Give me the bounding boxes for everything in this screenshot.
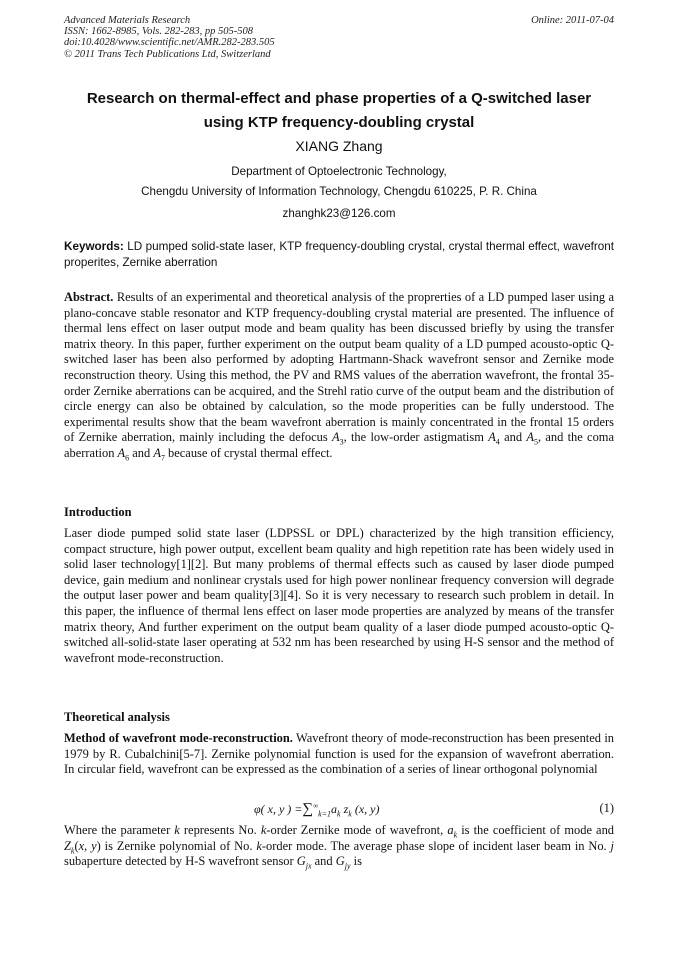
symbol-gjx-sub: jx: [305, 861, 312, 871]
abstract-label: Abstract.: [64, 290, 114, 304]
symbol-ak-sub: k: [453, 830, 458, 840]
symbol-j: j: [610, 838, 615, 853]
equation-lhs: φ( x, y ) =: [254, 802, 303, 816]
issn-line: ISSN: 1662-8985, Vols. 282-283, pp 505-508: [64, 26, 253, 38]
introduction-text: Laser diode pumped solid state laser (LDPSSL or DPL) characterized by the high transition efficiency, compact structure, high power output, excellent beam quality and high repetition rate has been widely used in solid laser technology[1][2]. But many problems of thermal effects such as caused by laser diode pumped device, gain medium and nonlinear crystals used for high power nonlinear frequency conversion will degrade the output laser power and beam quality[3][4]. So it is very necessary to research such problem in detail. In this paper, the influence of thermal lens effect on laser mode properties are analyzed by means of the transfer matrix theory, And further experiment on the output beam quality of a laser diode pumped acousto-optic Q-switched all-solid-state laser operating at 532 nm has been researched by using H-S sensor and the method of wavefront mode-reconstruction.: [64, 526, 614, 665]
symbol-xy: x, y: [78, 838, 97, 853]
symbol-k: k: [174, 823, 180, 837]
equation-args: (x, y): [351, 802, 380, 816]
symbol-a5: A: [526, 430, 534, 445]
symbol-zk: Z: [64, 838, 71, 853]
symbol-k: k: [256, 838, 262, 853]
introduction-heading: Introduction: [64, 505, 132, 519]
abstract-and-1: and: [499, 430, 527, 445]
symbol-a3-sub: 3: [339, 437, 344, 447]
copyright-line: © 2011 Trans Tech Publications Ltd, Switzerland: [64, 48, 271, 60]
theoretical-analysis-heading: Theoretical analysis: [64, 710, 170, 724]
where-text: and: [311, 854, 336, 869]
where-text: is: [350, 854, 362, 869]
sum-upper-limit: ∞: [313, 802, 319, 810]
where-paragraph: [64, 823, 614, 870]
symbol-a7: A: [153, 445, 161, 460]
sum-symbol: ∑: [302, 801, 314, 817]
where-text: (: [74, 838, 79, 853]
symbol-a5-sub: 5: [533, 437, 538, 447]
symbol-a3: A: [331, 430, 340, 445]
method-text: Wavefront theory of mode-reconstruction has been presented in 1979 by R. Cubalchini[5-7]. Zernike polynomial function is used for the expansion of wavefront aberration. In circular field, wavefront can be expressed as the combination of a series of linear orthogonal polynomial: [64, 731, 614, 777]
sum-lower-limit: k=1: [318, 809, 332, 819]
abstract-and-2: and: [129, 445, 154, 460]
abstract-text-2: , the low-order astigmatism: [343, 430, 489, 445]
paper-title: [40, 87, 638, 135]
equation-coef-sub: k: [337, 809, 341, 819]
keywords-text: LD pumped solid-state laser, KTP frequency-doubling crystal, crystal thermal effect, wavefront properites, Zernike aberration: [64, 240, 615, 269]
symbol-a6-sub: 6: [125, 453, 130, 463]
symbol-k: k: [260, 823, 267, 837]
where-text: ) is Zernike polynomial of No.: [96, 838, 257, 853]
symbol-gjy: G: [335, 854, 345, 869]
method-paragraph: [64, 731, 614, 778]
doi-line: doi:10.4028/www.scientific.net/AMR.282-283.505: [64, 37, 275, 49]
author-name: XIANG Zhang: [295, 138, 383, 154]
abstract-text-4: because of crystal thermal effect.: [164, 445, 333, 460]
title-line-1: Research on thermal-effect and phase properties of a Q-switched laser: [86, 90, 592, 107]
equation-coef: a: [331, 802, 338, 816]
equation-zernike: z: [340, 802, 349, 816]
where-text: -order mode. The average phase slope of incident laser beam in No.: [261, 838, 611, 853]
where-text: represents No.: [179, 823, 261, 837]
journal-header: [64, 15, 275, 60]
keywords: [64, 239, 614, 270]
journal-name: Advanced Materials Research: [64, 15, 191, 26]
symbol-a4-sub: 4: [495, 437, 500, 447]
where-text: -order Zernike mode of wavefront,: [266, 823, 448, 837]
abstract-text-3: , and the coma aberration: [64, 430, 614, 460]
affiliation-line-1: Department of Optoelectronic Technology,: [231, 165, 447, 178]
equation-zernike-sub: k: [348, 809, 352, 819]
where-text: is the coefficient of mode and: [457, 823, 615, 837]
symbol-a6: A: [117, 445, 126, 460]
method-label: Method of wavefront mode-reconstruction.: [64, 731, 293, 745]
symbol-zk-sub: k: [70, 846, 75, 856]
symbol-gjy-sub: jy: [344, 861, 351, 871]
symbol-ak: a: [447, 823, 454, 837]
where-text: Where the parameter: [64, 823, 175, 837]
title-line-2: using KTP frequency-doubling crystal: [203, 114, 475, 131]
affiliation-line-2: Chengdu University of Information Technology, Chengdu 610225, P. R. China: [141, 185, 537, 198]
keywords-label: Keywords:: [64, 240, 124, 253]
equation-1: [254, 801, 380, 818]
online-date: Online: 2011-07-04: [531, 15, 614, 26]
abstract: [64, 290, 614, 462]
symbol-gjx: G: [296, 854, 306, 869]
where-text: subaperture detected by H-S wavefront sensor: [64, 854, 297, 869]
symbol-a7-sub: 7: [160, 453, 165, 463]
abstract-text: Results of an experimental and theoretical analysis of the proprerties of a LD pumped laser using a plano-concave stable resonator and KTP frequency-doubling crystal material are presented. The influence of thermal lens effect on laser output mode and beam quality has been discussed briefly by using the transfer matrix theory. In this paper, further experiment on the output beam quality of a LD pumped acousto-optic Q-switched laser has been also performed by adopting Hartmann-Shack wavefront sensor and Zernike mode reconstruction theory. Using this method, the PV and RMS values of the aberration wavefront, the frontal 35-order Zernike aberrations can be acquired, and the Strehl ratio curve of the output beam and the distribution of circle energy can also be obtained by calculation, so the mode properities can be fully understood. The experimental results show that the beam wavefront aberration is mainly concentrated in the frontal 15 orders of Zernike aberration, mainly including the defocus: [64, 290, 614, 445]
equation-number: (1): [599, 801, 614, 815]
symbol-a4: A: [488, 430, 496, 445]
author-email: zhanghk23@126.com: [282, 207, 396, 220]
